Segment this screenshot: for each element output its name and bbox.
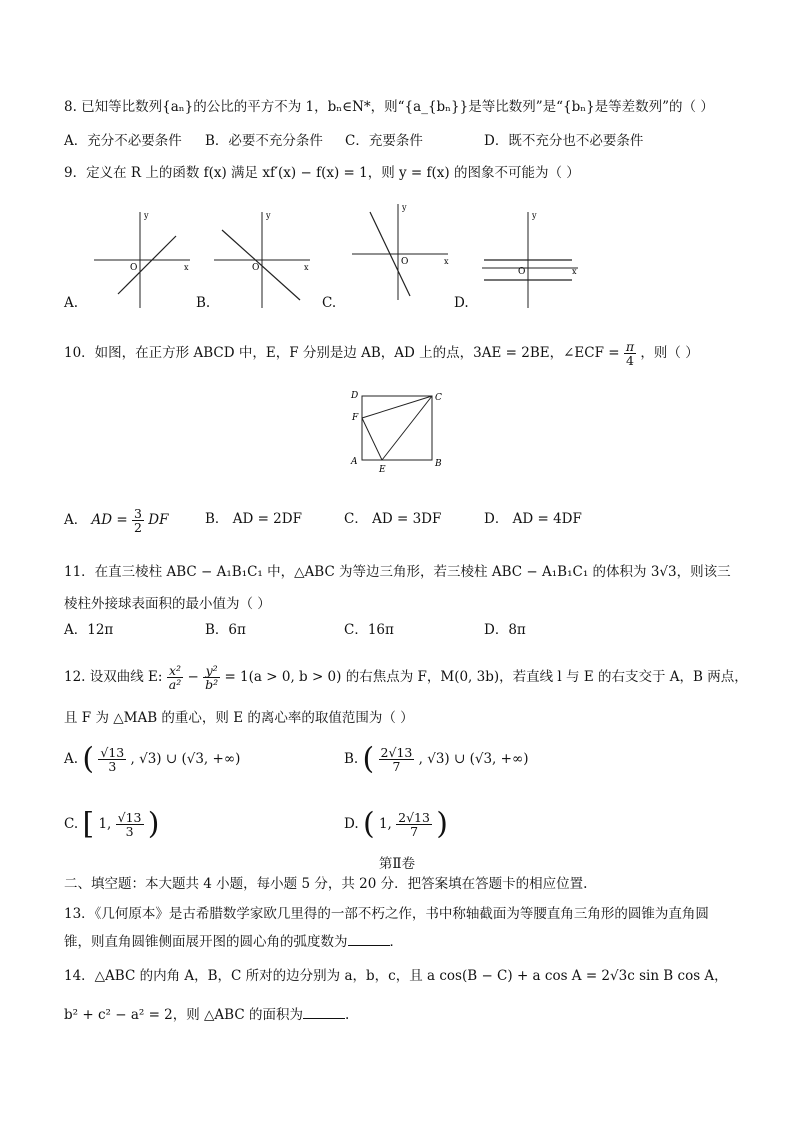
square-abcd xyxy=(362,396,432,460)
q12-option-a-den: 3 xyxy=(108,759,117,774)
q10-option-a-label: A． xyxy=(64,512,88,528)
q10-stem-prefix: 10．如图，在正方形 ABCD 中，E，F 分别是边 AB，AD 上的点，3AE = 2BE，∠ECF = xyxy=(64,345,620,361)
q12-option-c-den: 3 xyxy=(125,824,134,839)
q14-line-1: 14．△ABC 的内角 A，B，C 所对的边分别为 a，b，c，且 a cos(B − C) + a cos A = 2√3c sin B cos A， xyxy=(64,968,728,984)
label-f: F xyxy=(352,413,359,423)
q12-option-d xyxy=(344,806,448,842)
q12-option-d-label: D. xyxy=(344,816,359,832)
q12-frac-y-num: y² xyxy=(203,664,220,678)
q12-option-a xyxy=(64,741,241,777)
q11-option-c: C．16π xyxy=(344,622,394,638)
q12-option-b-den: 7 xyxy=(392,759,401,774)
q9-label-c: C. xyxy=(322,295,337,311)
q12-stem-prefix: 12. 设双曲线 E: xyxy=(64,669,163,685)
label-b: B xyxy=(435,459,442,469)
q8-option-c: C．充要条件 xyxy=(345,133,423,149)
q10-option-d: D． AD = 4DF xyxy=(484,511,582,527)
origin-label: O xyxy=(252,263,260,273)
q10-option-a-pre: AD = xyxy=(91,512,128,528)
origin-label: O xyxy=(401,257,409,267)
label-c: C xyxy=(435,393,442,403)
q9-label-a: A. xyxy=(64,295,79,311)
q10-option-a-fraction xyxy=(132,507,144,534)
q12-option-a-tail: , √3) ∪ (√3, +∞) xyxy=(130,751,241,767)
segment-fe xyxy=(362,418,382,460)
q12-option-b-num: 2√13 xyxy=(380,745,413,760)
q12-option-d-num: 2√13 xyxy=(398,810,430,825)
q13-line-1: 13．《几何原本》是古希腊数学家欧几里得的一部不朽之作，书中称轴截面为等腰直角三角形的圆锥为直角圆 xyxy=(64,906,709,922)
q14-line-2 xyxy=(64,1005,349,1025)
q14-answer-blank[interactable] xyxy=(303,1006,345,1019)
q12-frac-x xyxy=(167,664,183,691)
q12-stem-mid: = 1(a > 0, b > 0) 的右焦点为 F，M(0, 3b)，若直线 l 与 E 的右支交于 A，B 两点， xyxy=(224,669,748,685)
q10-option-c: C． AD = 3DF xyxy=(344,511,442,527)
segment-ec xyxy=(382,396,432,460)
q12-option-d-fraction xyxy=(396,811,432,838)
origin-label: O xyxy=(130,263,138,273)
q10-option-a-den: 2 xyxy=(134,520,142,535)
q9-graph-b xyxy=(210,208,320,310)
x-axis-label: x xyxy=(184,263,189,272)
q10-angle-den: 4 xyxy=(626,353,634,368)
label-e: E xyxy=(379,465,386,475)
q9-label-d: D. xyxy=(454,295,469,311)
q12-option-c-fraction xyxy=(116,811,144,838)
q13-line-2 xyxy=(64,932,403,952)
label-a: A xyxy=(351,457,358,467)
function-line xyxy=(118,236,176,294)
q12-option-c-head: 1, xyxy=(98,816,116,832)
q12-option-c xyxy=(64,806,160,842)
q12-line-2: 且 F 为 △MAB 的重心，则 E 的离心率的取值范围为（ ） xyxy=(64,710,414,726)
q12-option-d-close: ) xyxy=(436,806,448,842)
origin-label: O xyxy=(518,267,526,277)
q12-option-b-tail: , √3) ∪ (√3, +∞) xyxy=(418,751,529,767)
q10-option-a-num: 3 xyxy=(134,506,142,521)
q10-square-figure xyxy=(344,386,444,476)
x-axis-label: x xyxy=(304,263,309,272)
q9-graph-c xyxy=(348,200,458,302)
q10-option-a-post: DF xyxy=(148,512,169,528)
q12-option-c-num: √13 xyxy=(117,810,142,825)
y-axis-label: y xyxy=(266,211,271,220)
q11-option-a: A．12π xyxy=(64,622,114,638)
q12-option-d-den: 7 xyxy=(410,824,419,839)
q10-option-b: B． AD = 2DF xyxy=(205,511,302,527)
q14-line-2-text: b² + c² − a² = 2，则 △ABC 的面积为 xyxy=(64,1007,303,1023)
q12-option-b-label: B. xyxy=(344,751,359,767)
q12-option-b-open: ( xyxy=(362,741,375,777)
q13-line-2-text: 锥，则直角圆锥侧面展开图的圆心角的弧度数为 xyxy=(64,934,348,950)
q8-option-b: B．必要不充分条件 xyxy=(205,133,323,149)
x-axis-label: x xyxy=(444,257,449,266)
q12-option-a-fraction xyxy=(98,746,126,773)
volume-heading: 第Ⅱ卷 xyxy=(378,856,416,872)
q11-line-1: 11．在直三棱柱 ABC − A₁B₁C₁ 中，△ABC 为等边三角形，若三棱柱 ABC − A₁B₁C₁ 的体积为 3√3，则该三 xyxy=(64,564,731,580)
q13-answer-blank[interactable] xyxy=(348,933,390,946)
q12-option-b-fraction xyxy=(379,746,415,773)
q12-option-a-label: A. xyxy=(64,751,79,767)
q9-stem: 9．定义在 R 上的函数 f(x) 满足 xf′(x) − f(x) = 1，则 y = f(x) 的图象不可能为（ ） xyxy=(64,165,580,181)
q13-line-2-end: ． xyxy=(389,934,403,950)
section-heading: 二、填空题：本大题共 4 小题，每小题 5 分，共 20 分．把答案填在答题卡的相应位置. xyxy=(64,876,588,892)
q10-stem-suffix: ，则（ ） xyxy=(640,345,699,361)
q12-frac-x-num: x² xyxy=(167,664,183,678)
q12-stem xyxy=(64,664,748,691)
y-axis-label: y xyxy=(532,211,537,220)
x-axis-label: x xyxy=(572,267,577,276)
function-line xyxy=(222,230,300,300)
q8-option-d: D．既不充分也不必要条件 xyxy=(484,133,644,149)
q9-graph-d xyxy=(478,208,588,310)
q12-frac-y xyxy=(203,664,220,691)
q12-option-a-open: ( xyxy=(82,741,95,777)
segment-fc xyxy=(362,396,432,418)
q11-option-d: D．8π xyxy=(484,622,526,638)
q9-graph-a xyxy=(90,208,200,310)
q10-stem xyxy=(64,340,699,367)
q10-option-a xyxy=(64,507,168,534)
q11-line-2: 棱柱外接球表面积的最小值为（ ） xyxy=(64,596,271,612)
label-d: D xyxy=(351,391,359,401)
q12-option-d-open: ( xyxy=(362,806,375,842)
q12-option-d-head: 1, xyxy=(378,816,397,832)
y-axis-label: y xyxy=(402,203,407,212)
q11-option-b: B．6π xyxy=(205,622,246,638)
y-axis-label: y xyxy=(144,211,149,220)
q12-option-c-label: C. xyxy=(64,816,79,832)
q12-minus: − xyxy=(187,669,199,685)
q10-angle-num: π xyxy=(625,339,635,354)
q12-option-a-num: √13 xyxy=(100,745,125,760)
q12-option-c-close: ) xyxy=(147,806,160,842)
q10-angle-fraction xyxy=(624,340,636,367)
q12-frac-x-den: a² xyxy=(168,677,182,692)
q8-option-a: A．充分不必要条件 xyxy=(64,133,182,149)
q8-stem: 8. 已知等比数列{aₙ}的公比的平方不为 1，bₙ∈N*，则“{a_{bₙ}}是等比数列”是“{bₙ}是等差数列”的（ ） xyxy=(64,99,714,115)
q12-frac-y-den: b² xyxy=(205,677,219,692)
q12-option-c-open: [ xyxy=(82,806,95,842)
q9-label-b: B. xyxy=(196,295,211,311)
q14-line-2-end: . xyxy=(344,1007,350,1023)
q12-option-b xyxy=(344,741,529,777)
